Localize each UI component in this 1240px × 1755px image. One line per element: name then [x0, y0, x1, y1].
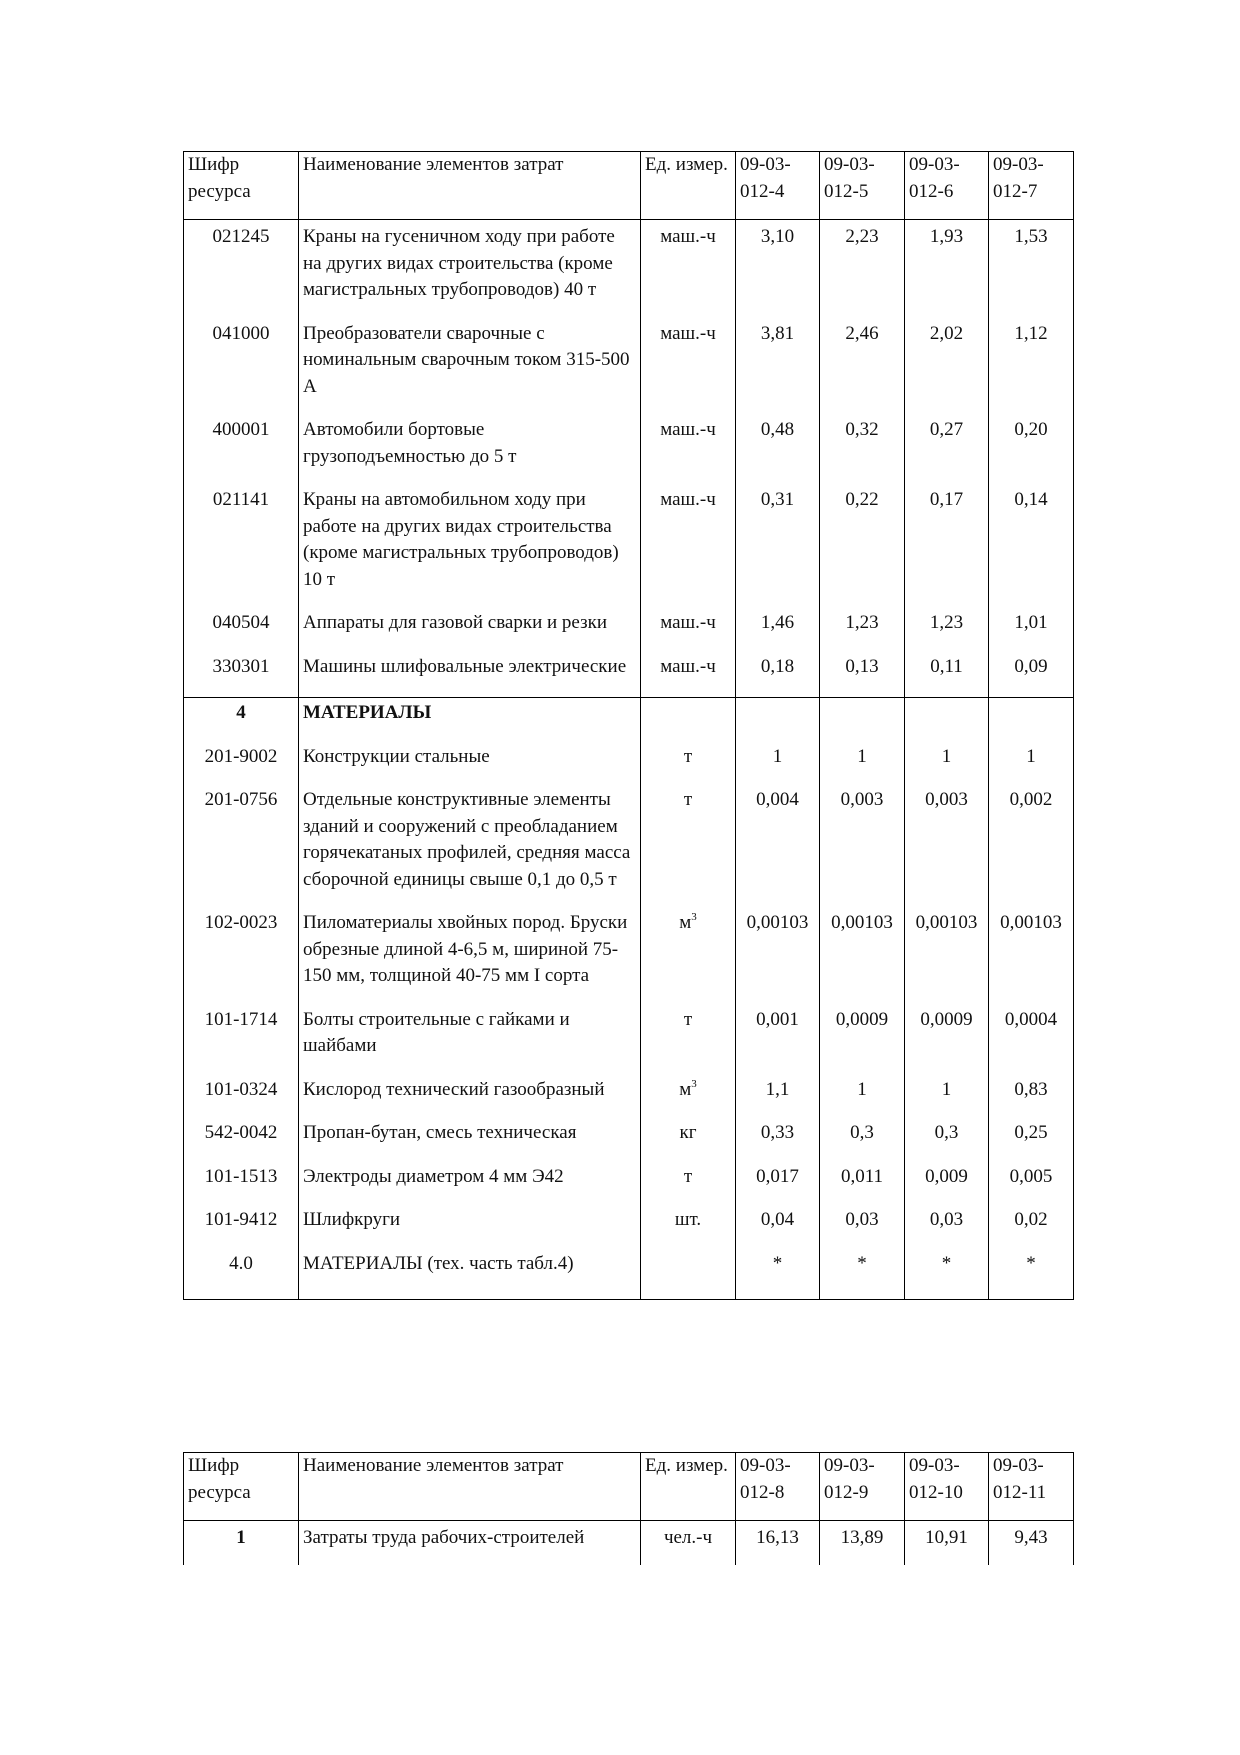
- resource-code: 021141: [184, 487, 299, 610]
- resource-code: 542-0042: [184, 1120, 299, 1164]
- value-4: 9,43: [989, 1521, 1074, 1566]
- resource-table-2: [183, 1452, 1074, 1565]
- value-3: 10,91: [905, 1521, 989, 1566]
- resource-code: 041000: [184, 321, 299, 418]
- resource-code: 101-1714: [184, 1007, 299, 1077]
- value-4: 0,0004: [989, 1007, 1074, 1077]
- value-1: 0,31: [736, 487, 820, 610]
- value-4: 1,53: [989, 220, 1074, 321]
- resource-unit: [641, 910, 736, 1007]
- resource-unit: маш.-ч: [641, 417, 736, 487]
- unit-text: м: [679, 912, 692, 933]
- value-1: 0,00103: [736, 910, 820, 1007]
- value-3: 0,11: [905, 654, 989, 698]
- header-name: Наименование элементов затрат: [299, 1453, 641, 1521]
- value-1: 3,81: [736, 321, 820, 418]
- value-3: 1,23: [905, 610, 989, 654]
- value-1: *: [736, 1251, 820, 1300]
- table-row: [184, 787, 1074, 910]
- value-1: 0,18: [736, 654, 820, 698]
- header-col-1: 09-03-012-8: [736, 1453, 820, 1521]
- value-1: 1,46: [736, 610, 820, 654]
- resource-name: МАТЕРИАЛЫ (тех. часть табл.4): [299, 1251, 641, 1300]
- resource-name: Электроды диаметром 4 мм Э42: [299, 1164, 641, 1208]
- value-1: 0,33: [736, 1120, 820, 1164]
- resource-code: 040504: [184, 610, 299, 654]
- resource-name: Болты строительные с гайками и шайбами: [299, 1007, 641, 1077]
- value-2: 13,89: [820, 1521, 905, 1566]
- value-1: 1: [736, 744, 820, 788]
- table-row: [184, 1521, 1074, 1566]
- value-2: 0,003: [820, 787, 905, 910]
- resource-name: Конструкции стальные: [299, 744, 641, 788]
- value-2: 0,22: [820, 487, 905, 610]
- table-row: [184, 220, 1074, 321]
- value-4: 0,83: [989, 1077, 1074, 1121]
- value-4: *: [989, 1251, 1074, 1300]
- header-col-4: 09-03-012-11: [989, 1453, 1074, 1521]
- value-4: 0,002: [989, 787, 1074, 910]
- value-4: 0,20: [989, 417, 1074, 487]
- table-row: [184, 610, 1074, 654]
- resource-code: 101-9412: [184, 1207, 299, 1251]
- value-3: 0,0009: [905, 1007, 989, 1077]
- table-header-row: [184, 152, 1074, 220]
- value-4: 0,25: [989, 1120, 1074, 1164]
- value-3: 0,27: [905, 417, 989, 487]
- resource-code: 330301: [184, 654, 299, 698]
- resource-unit: маш.-ч: [641, 220, 736, 321]
- value-3: *: [905, 1251, 989, 1300]
- value-4: 0,09: [989, 654, 1074, 698]
- resource-name: Пиломатериалы хвойных пород. Бруски обрезные длиной 4-6,5 м, шириной 75-150 мм, толщиной 40-75 мм I сорта: [299, 910, 641, 1007]
- resource-code: 201-9002: [184, 744, 299, 788]
- value-3: 1: [905, 744, 989, 788]
- resource-code: 400001: [184, 417, 299, 487]
- resource-unit: шт.: [641, 1207, 736, 1251]
- value-3: 0,003: [905, 787, 989, 910]
- table-row: [184, 744, 1074, 788]
- value-2: 1: [820, 744, 905, 788]
- resource-name: Шлифкруги: [299, 1207, 641, 1251]
- header-col-1: 09-03-012-4: [736, 152, 820, 220]
- value-2: 1: [820, 1077, 905, 1121]
- header-name: Наименование элементов затрат: [299, 152, 641, 220]
- value-3: 0,00103: [905, 910, 989, 1007]
- value-1: 0,017: [736, 1164, 820, 1208]
- table-row: [184, 654, 1074, 698]
- table-row: [184, 321, 1074, 418]
- header-col-4: 09-03-012-7: [989, 152, 1074, 220]
- table-row: [184, 1007, 1074, 1077]
- resource-unit: т: [641, 1007, 736, 1077]
- table-row: [184, 1164, 1074, 1208]
- resource-name: Преобразователи сварочные с номинальным сварочным током 315-500 А: [299, 321, 641, 418]
- resource-unit: маш.-ч: [641, 610, 736, 654]
- resource-name: Затраты труда рабочих-строителей: [299, 1521, 641, 1566]
- table-row: [184, 1120, 1074, 1164]
- resource-name: Отдельные конструктивные элементы зданий и сооружений с преобладанием горячекатаных профилей, средняя масса сборочной единицы свыше 0,1 до 0,5 т: [299, 787, 641, 910]
- value-2: 0,13: [820, 654, 905, 698]
- value-2: 0,03: [820, 1207, 905, 1251]
- resource-unit: маш.-ч: [641, 654, 736, 698]
- value-4: 0,14: [989, 487, 1074, 610]
- unit-superscript: 3: [691, 1077, 697, 1090]
- resource-name: Краны на автомобильном ходу при работе на других видах строительства (кроме магистральных трубопроводов) 10 т: [299, 487, 641, 610]
- value-3: 0,3: [905, 1120, 989, 1164]
- value-1: 1,1: [736, 1077, 820, 1121]
- value-2: 0,0009: [820, 1007, 905, 1077]
- table-row: [184, 1077, 1074, 1121]
- value-1: 0,001: [736, 1007, 820, 1077]
- resource-name: Аппараты для газовой сварки и резки: [299, 610, 641, 654]
- value-3: 1,93: [905, 220, 989, 321]
- table-row: [184, 487, 1074, 610]
- value-2: 2,23: [820, 220, 905, 321]
- value-4: 1: [989, 744, 1074, 788]
- resource-code: 201-0756: [184, 787, 299, 910]
- resource-code: 1: [184, 1521, 299, 1566]
- resource-name: Краны на гусеничном ходу при работе на других видах строительства (кроме магистральных трубопроводов) 40 т: [299, 220, 641, 321]
- header-col-3: 09-03-012-10: [905, 1453, 989, 1521]
- resource-unit: [641, 1251, 736, 1300]
- value-3: 0,03: [905, 1207, 989, 1251]
- value-4: 0,005: [989, 1164, 1074, 1208]
- header-col-2: 09-03-012-9: [820, 1453, 905, 1521]
- header-unit: Ед. измер.: [641, 1453, 736, 1521]
- table-row: [184, 417, 1074, 487]
- table-row: [184, 910, 1074, 1007]
- value-3: 2,02: [905, 321, 989, 418]
- resource-code: 021245: [184, 220, 299, 321]
- value-4: 0,02: [989, 1207, 1074, 1251]
- value-3: 0,17: [905, 487, 989, 610]
- resource-table-1: [183, 151, 1074, 1300]
- resource-code: 101-1513: [184, 1164, 299, 1208]
- table-row: [184, 1207, 1074, 1251]
- resource-code: 4.0: [184, 1251, 299, 1300]
- resource-unit: кг: [641, 1120, 736, 1164]
- resource-code: 102-0023: [184, 910, 299, 1007]
- resource-unit: т: [641, 744, 736, 788]
- value-3: 1: [905, 1077, 989, 1121]
- value-2: 0,011: [820, 1164, 905, 1208]
- header-code: Шифр ресурса: [184, 152, 299, 220]
- value-2: 1,23: [820, 610, 905, 654]
- table-header-row: [184, 1453, 1074, 1521]
- resource-unit: [641, 1077, 736, 1121]
- section-title: МАТЕРИАЛЫ: [299, 698, 641, 744]
- value-1: 0,04: [736, 1207, 820, 1251]
- header-code: Шифр ресурса: [184, 1453, 299, 1521]
- value-2: 0,3: [820, 1120, 905, 1164]
- header-col-2: 09-03-012-5: [820, 152, 905, 220]
- section-row-materials: [184, 698, 1074, 744]
- resource-unit: маш.-ч: [641, 487, 736, 610]
- resource-unit: т: [641, 787, 736, 910]
- table-row: [184, 1251, 1074, 1300]
- resource-name: Автомобили бортовые грузоподъемностью до 5 т: [299, 417, 641, 487]
- unit-text: м: [679, 1078, 692, 1100]
- value-2: *: [820, 1251, 905, 1300]
- resource-name: Пропан-бутан, смесь техническая: [299, 1120, 641, 1164]
- value-1: 16,13: [736, 1521, 820, 1566]
- header-unit: Ед. измер.: [641, 152, 736, 220]
- resource-code: 101-0324: [184, 1077, 299, 1121]
- unit-superscript: 3: [691, 911, 697, 923]
- resource-unit: маш.-ч: [641, 321, 736, 418]
- value-2: 0,32: [820, 417, 905, 487]
- value-3: 0,009: [905, 1164, 989, 1208]
- value-4: 0,00103: [989, 910, 1074, 1007]
- value-4: 1,01: [989, 610, 1074, 654]
- resource-unit: чел.-ч: [641, 1521, 736, 1566]
- resource-unit: т: [641, 1164, 736, 1208]
- value-4: 1,12: [989, 321, 1074, 418]
- value-2: 2,46: [820, 321, 905, 418]
- resource-name: Кислород технический газообразный: [299, 1077, 641, 1121]
- resource-name: Машины шлифовальные электрические: [299, 654, 641, 698]
- value-1: 0,48: [736, 417, 820, 487]
- section-code: 4: [184, 698, 299, 744]
- value-2: 0,00103: [820, 910, 905, 1007]
- value-1: 3,10: [736, 220, 820, 321]
- header-col-3: 09-03-012-6: [905, 152, 989, 220]
- value-1: 0,004: [736, 787, 820, 910]
